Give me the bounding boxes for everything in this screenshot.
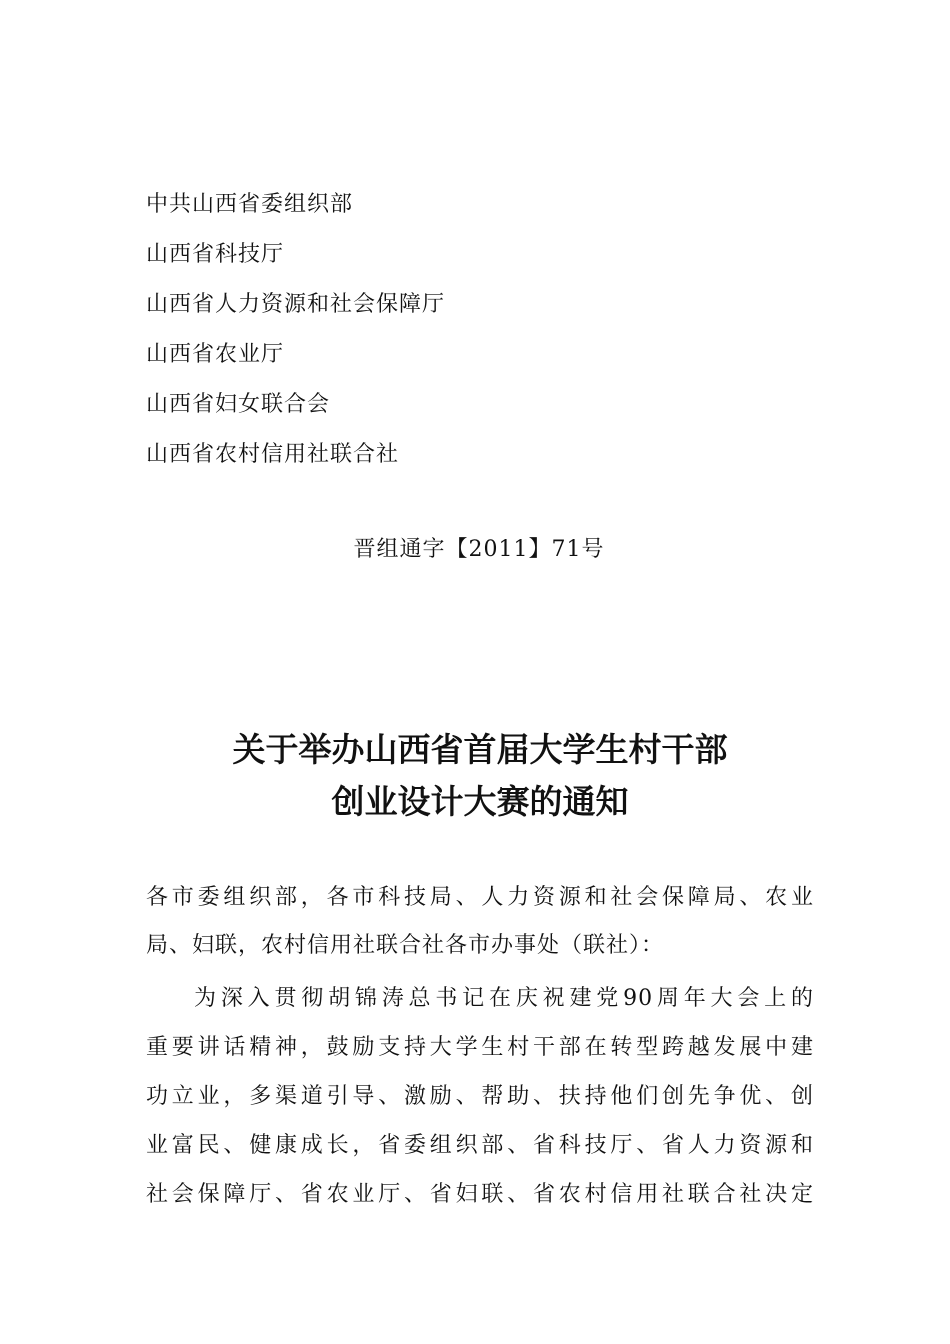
issuer-line: 中共山西省委组织部 [146, 192, 354, 217]
issuer-line: 山西省人力资源和社会保障厅 [146, 292, 446, 317]
body-line: 功立业，多渠道引导、激励、帮助、扶持他们创先争优、创 [146, 1084, 814, 1109]
salutation-line-2: 局、妇联，农村信用社联合社各市办事处（联社）： [146, 933, 665, 958]
body-line: 业富民、健康成长，省委组织部、省科技厅、省人力资源和 [146, 1133, 814, 1158]
issuing-departments [146, 180, 445, 480]
salutation [146, 874, 814, 970]
title-line-1: 关于举办山西省首届大学生村干部 [232, 730, 728, 769]
issuer-line: 山西省农村信用社联合社 [146, 442, 400, 467]
issuer-line: 山西省妇女联合会 [146, 392, 331, 417]
document-number: 晋组通字【2011】71号 [353, 537, 605, 562]
issuer-line: 山西省科技厅 [146, 242, 285, 267]
salutation-line-1: 各市委组织部，各市科技局、人力资源和社会保障局、农业 [146, 885, 814, 910]
document-title [0, 724, 950, 828]
issuer-line: 山西省农业厅 [146, 342, 285, 367]
body-paragraph [146, 974, 814, 1219]
title-line-2: 创业设计大赛的通知 [331, 782, 629, 821]
body-line: 社会保障厅、省农业厅、省妇联、省农村信用社联合社决定 [146, 1182, 814, 1207]
body-line: 为深入贯彻胡锦涛总书记在庆祝建党90周年大会上的 [194, 986, 814, 1011]
body-line: 重要讲话精神，鼓励支持大学生村干部在转型跨越发展中建 [146, 1035, 814, 1060]
